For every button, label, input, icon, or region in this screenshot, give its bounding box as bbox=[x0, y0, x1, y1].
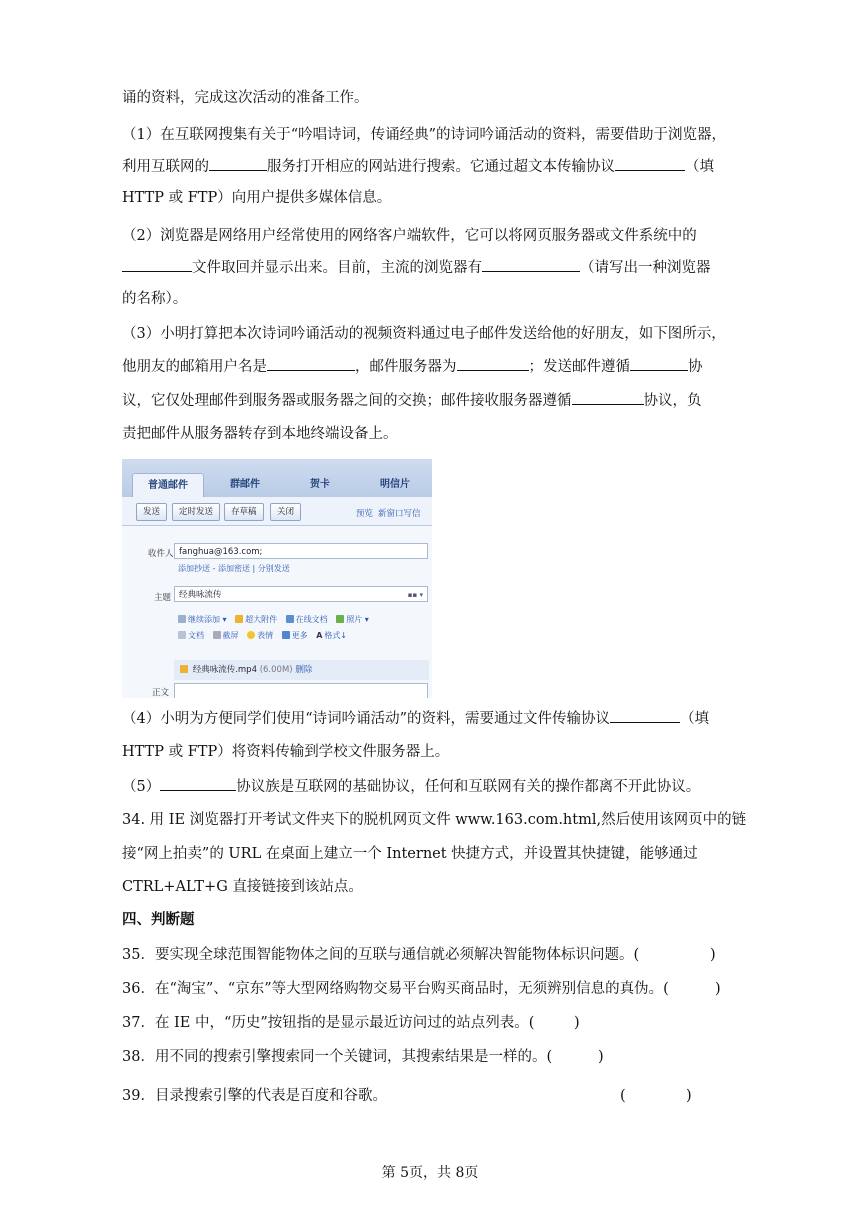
email-compose-screenshot bbox=[122, 459, 432, 698]
text-segment: ；发送邮件遵循 bbox=[528, 359, 630, 375]
answer-paren-close[interactable]: ) bbox=[710, 947, 716, 963]
text-line bbox=[122, 776, 700, 797]
tab-postcard[interactable]: 明信片 bbox=[380, 479, 410, 490]
attach-more-option[interactable]: 继续添加 ▾ bbox=[178, 615, 227, 624]
answer-blank[interactable] bbox=[122, 257, 192, 272]
triangle-icon bbox=[286, 615, 294, 623]
recipient-field[interactable]: fanghua@163.com; bbox=[174, 543, 428, 559]
text-line bbox=[122, 257, 711, 278]
text-segment: （请写出一种浏览器 bbox=[580, 260, 711, 276]
online-doc-option[interactable]: 在线文档 bbox=[286, 615, 328, 624]
mail-toolbar bbox=[122, 497, 432, 526]
text-segment: ，邮件服务器为 bbox=[355, 359, 457, 375]
text-line: 责把邮件从服务器转存到本地终端设备上。 bbox=[122, 426, 398, 442]
attachment-delete-link[interactable]: 删除 bbox=[295, 665, 313, 675]
page-footer: 第 5页，共 8页 bbox=[381, 1165, 479, 1181]
document-icon bbox=[178, 631, 186, 639]
question-37: 37．在 IE 中，“历史”按钮指的是显示最近访问过的站点列表。( bbox=[122, 1015, 535, 1031]
text-line: 34. 用 IE 浏览器打开考试文件夹下的脱机网页文件 www.163.com.html,然后使用该网页中的链 bbox=[122, 812, 747, 828]
text-line: （1）在互联网搜集有关于“吟唱诗词，传诵经典”的诗词吟诵活动的资料，需要借助于浏览器， bbox=[122, 127, 727, 143]
dropdown-icon[interactable]: ▪▪ ▾ bbox=[407, 591, 423, 599]
subject-label: 主题 bbox=[154, 593, 172, 603]
text-segment: 协议族是互联网的基础协议，任何和互联网有关的操作都离不开此协议。 bbox=[236, 779, 701, 795]
answer-blank[interactable] bbox=[630, 356, 688, 371]
paperclip-icon bbox=[178, 615, 186, 623]
text-line: HTTP 或 FTP）向用户提供多媒体信息。 bbox=[122, 190, 392, 206]
paperclip-icon bbox=[180, 665, 188, 673]
text-line bbox=[122, 356, 703, 377]
text-segment: （4）小明为方便同学们使用“诗词吟诵活动”的资料，需要通过文件传输协议 bbox=[122, 711, 611, 727]
answer-paren-close[interactable]: ) bbox=[715, 981, 721, 997]
screenshot-option[interactable]: 截屏 bbox=[213, 631, 239, 640]
paperclip-icon bbox=[235, 615, 243, 623]
attachment-size: (6.00M) bbox=[259, 665, 293, 675]
answer-blank[interactable] bbox=[572, 390, 644, 405]
scissors-icon bbox=[213, 631, 221, 639]
answer-paren-close[interactable]: ) bbox=[574, 1015, 580, 1031]
text-segment: 文件取回并显示出来。目前，主流的浏览器有 bbox=[192, 260, 482, 276]
answer-paren-close[interactable]: ) bbox=[598, 1049, 604, 1065]
text-line: 接“网上拍卖”的 URL 在桌面上建立一个 Internet 快捷方式，并设置其快捷键，能够通过 bbox=[122, 846, 698, 862]
body-label: 正文 bbox=[152, 688, 170, 698]
question-36: 36．在“淘宝”、“京东”等大型网络购物交易平台购买商品时，无须辨别信息的真伪。( bbox=[122, 981, 669, 997]
document-option[interactable]: 文档 bbox=[178, 631, 204, 640]
font-a-icon: A bbox=[316, 631, 323, 640]
smiley-icon bbox=[247, 631, 255, 639]
attachment-row bbox=[174, 660, 429, 680]
text-segment: 协 bbox=[688, 359, 703, 375]
text-line bbox=[122, 390, 702, 411]
text-segment: （填 bbox=[685, 159, 714, 175]
tab-normal-mail[interactable]: 普通邮件 bbox=[132, 473, 204, 498]
recipient-label: 收件人 bbox=[148, 549, 174, 559]
photo-option[interactable]: 照片 ▾ bbox=[336, 615, 369, 624]
tab-card[interactable]: 贺卡 bbox=[310, 479, 330, 490]
text-line bbox=[122, 156, 714, 177]
more-option[interactable]: 更多 bbox=[282, 631, 308, 640]
question-39: 39．目录搜索引擎的代表是百度和谷歌。 bbox=[122, 1088, 387, 1104]
text-segment: （5） bbox=[122, 779, 161, 795]
subject-value: 经典咏流传 bbox=[179, 590, 222, 600]
mail-tab-bar bbox=[122, 459, 432, 497]
text-line bbox=[122, 708, 709, 729]
cc-bcc-links[interactable]: 添加抄送 - 添加密送 | 分别发送 bbox=[178, 564, 290, 573]
large-attachment-option[interactable]: 超大附件 bbox=[235, 615, 277, 624]
answer-blank[interactable] bbox=[160, 776, 236, 791]
subject-field[interactable] bbox=[174, 586, 428, 602]
text-line: （3）小明打算把本次诗词吟诵活动的视频资料通过电子邮件发送给他的好朋友，如下图所示， bbox=[122, 326, 726, 342]
compose-form bbox=[122, 526, 432, 698]
question-35: 35．要实现全球范围智能物体之间的互联与通信就必须解决智能物体标识问题。( bbox=[122, 947, 640, 963]
new-window-link[interactable]: 新窗口写信 bbox=[378, 509, 421, 519]
attachment-name: 经典咏流传.mp4 bbox=[192, 665, 257, 675]
text-line: HTTP 或 FTP）将资料传输到学校文件服务器上。 bbox=[122, 744, 450, 760]
answer-blank[interactable] bbox=[457, 356, 529, 371]
text-segment: 他朋友的邮箱用户名是 bbox=[122, 359, 267, 375]
mail-options-row-2 bbox=[178, 630, 347, 641]
send-button[interactable]: 发送 bbox=[136, 503, 167, 521]
emoji-option[interactable]: 表情 bbox=[247, 631, 273, 640]
question-38: 38．用不同的搜索引擎搜索同一个关键词，其搜索结果是一样的。( bbox=[122, 1049, 553, 1065]
text-segment: 利用互联网的 bbox=[122, 159, 209, 175]
text-segment: （填 bbox=[680, 711, 710, 727]
preview-link[interactable]: 预览 bbox=[356, 509, 374, 519]
save-draft-button[interactable]: 存草稿 bbox=[224, 503, 264, 521]
text-segment: 议，它仅处理邮件到服务器或服务器之间的交换；邮件接收服务器遵循 bbox=[122, 393, 572, 409]
photo-icon bbox=[336, 615, 344, 623]
answer-blank[interactable] bbox=[610, 708, 680, 723]
text-line: （2）浏览器是网络用户经常使用的网络客户端软件，它可以将网页服务器或文件系统中的 bbox=[122, 228, 697, 244]
answer-blank[interactable] bbox=[209, 156, 267, 171]
answer-blank[interactable] bbox=[615, 156, 685, 171]
close-button[interactable]: 关闭 bbox=[270, 503, 301, 521]
section-heading: 四、判断题 bbox=[122, 911, 195, 928]
body-field[interactable] bbox=[174, 683, 428, 698]
answer-blank[interactable] bbox=[267, 356, 355, 371]
text-segment: 协议，负 bbox=[643, 393, 702, 409]
scheduled-send-button[interactable]: 定时发送 bbox=[172, 503, 220, 521]
answer-blank[interactable] bbox=[482, 257, 580, 272]
tab-group-mail[interactable]: 群邮件 bbox=[230, 479, 260, 490]
mail-options-row-1 bbox=[178, 614, 369, 625]
text-line: 的名称）。 bbox=[122, 291, 188, 307]
text-line: 诵的资料，完成这次活动的准备工作。 bbox=[122, 90, 369, 106]
answer-paren-open[interactable]: ( bbox=[620, 1088, 626, 1104]
text-line: CTRL+ALT+G 直接链接到该站点。 bbox=[122, 879, 363, 895]
format-option[interactable]: A 格式↓ bbox=[316, 631, 348, 640]
answer-paren-close[interactable]: ) bbox=[686, 1088, 692, 1104]
text-segment: 服务打开相应的网站进行搜索。它通过超文本传输协议 bbox=[267, 159, 615, 175]
grid-icon bbox=[282, 631, 290, 639]
